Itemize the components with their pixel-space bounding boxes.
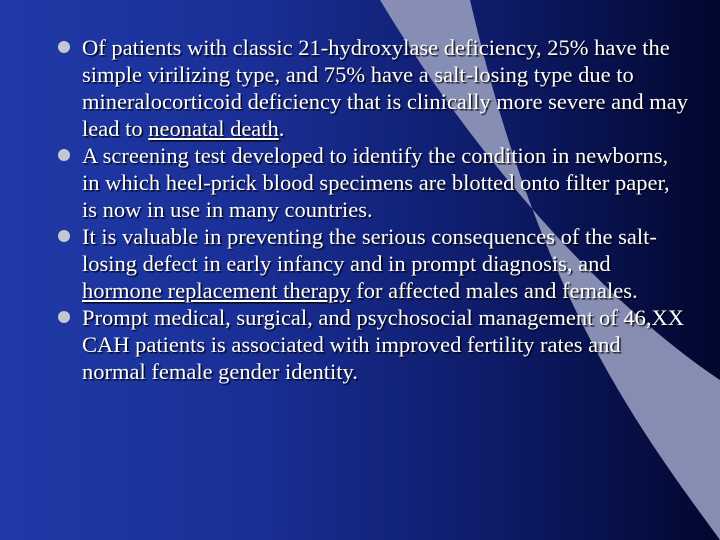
hormone-replacement-therapy-link[interactable]: hormone replacement therapy xyxy=(82,278,351,303)
bullet-dot-icon xyxy=(58,311,70,323)
bullet-2-text: A screening test developed to identify the condition in newborns, in which heel-prick blood specimens are blotted onto filter paper, is now in use in many countries. xyxy=(82,143,670,222)
bullet-3-tail: for affected males and females. xyxy=(350,278,638,303)
neonatal-death-link[interactable]: neonatal death xyxy=(148,116,279,141)
bullet-item-2 xyxy=(58,142,688,223)
bullet-item-4 xyxy=(58,304,688,385)
bullet-dot-icon xyxy=(58,149,70,161)
bullet-list xyxy=(58,34,688,385)
bullet-1-text: Of patients with classic 21-hydroxylase deficiency, 25% have the simple virilizing type, and 75% have a salt-losing type due to mineralocorticoid deficiency that is clinically more severe and may lead to xyxy=(82,35,689,141)
bullet-item-3 xyxy=(58,223,688,304)
bullet-4-text: Prompt medical, surgical, and psychosocial management of 46,XX CAH patients is associated with improved fertility rates and normal female gender identity. xyxy=(82,305,684,384)
bullet-item-1 xyxy=(58,34,688,142)
bullet-dot-icon xyxy=(58,230,70,242)
bullet-dot-icon xyxy=(58,41,70,53)
bullet-1-tail: . xyxy=(278,116,285,141)
bullet-3-text: It is valuable in preventing the serious consequences of the salt-losing defect in early infancy and in prompt diagnosis, and xyxy=(82,224,657,276)
